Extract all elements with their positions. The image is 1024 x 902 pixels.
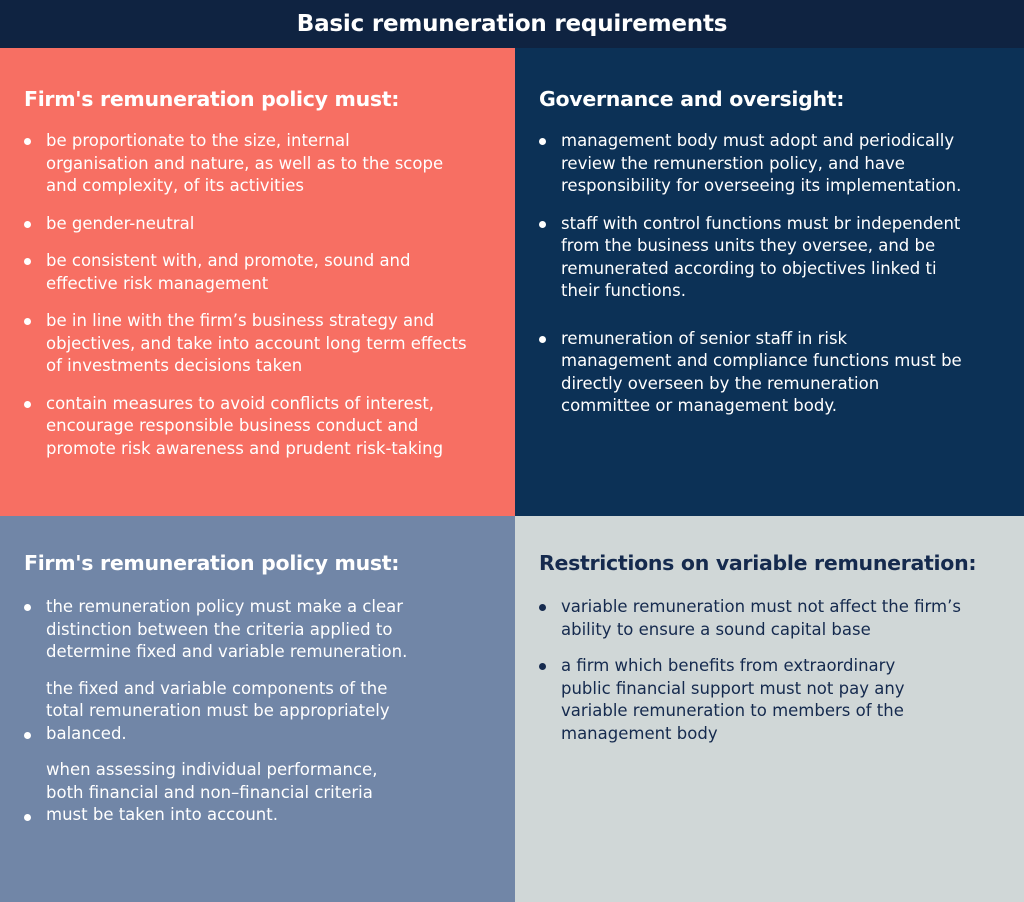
list-item [539,596,1024,641]
item-line: remunerated according to objectives linked ti [561,258,937,278]
item-line: and complexity, of its activities [46,176,304,195]
list-item [24,130,515,198]
bullet-icon [24,604,31,611]
list-item [539,328,1024,418]
list-item [24,393,515,461]
item-line: be proportionate to the size, internal [46,131,350,150]
bullet-icon [24,138,31,145]
item-line: ability to ensure a sound capital base [561,619,871,639]
item-line: be in line with the firm’s business strategy and [46,311,435,330]
bullet-list [539,130,1024,418]
bullet-list [24,596,515,827]
panel-firm-policy-bottom [0,516,515,902]
bullet-icon [24,814,31,821]
list-item [24,596,515,664]
item-line: the remuneration policy must make a clear [46,597,404,616]
item-line: management body [561,723,718,743]
item-line: variable remuneration must not affect the firm’s [561,597,961,616]
item-line: balanced. [46,723,127,743]
item-line: encourage responsible business conduct and [46,416,419,435]
panel-title: Firm's remuneration policy must: [24,551,400,575]
item-line: responsibility for overseeing its implementation. [561,176,962,195]
list-item [24,250,515,295]
item-line: from the business units they oversee, and be [561,236,936,255]
panel-title: Restrictions on variable remuneration: [539,551,977,575]
item-line: variable remuneration to members of the [561,701,904,720]
item-line: management body must adopt and periodically [561,131,955,150]
bullet-icon [24,732,31,739]
bullet-icon [539,336,546,343]
page-title: Basic remuneration requirements [296,11,728,37]
panel-title: Governance and oversight: [539,87,845,111]
panel-title: Firm's remuneration policy must: [24,87,400,111]
panel-firm-policy-top [0,48,515,516]
item-line: be consistent with, and promote, sound and [46,251,411,270]
bullet-icon [24,401,31,408]
bullet-icon [539,604,546,611]
item-line: committee or management body. [561,396,837,415]
list-item [539,213,1024,303]
item-line: staff with control functions must br independent [561,213,961,233]
item-line: management and compliance functions must be [561,351,962,370]
panel-governance [515,48,1024,516]
item-line: remuneration of senior staff in risk [561,328,848,348]
bullet-icon [539,221,546,228]
bullet-icon [539,663,546,670]
item-line: directly overseen by the remuneration [561,373,880,393]
item-line: when assessing individual performance, [46,760,378,779]
list-item [24,678,515,746]
list-item [539,130,1024,198]
list-item [539,655,1024,745]
bullet-list [24,130,515,460]
list-item [24,213,515,236]
item-line: contain measures to avoid conflicts of interest, [46,393,435,413]
item-line: effective risk management [46,273,269,293]
bullet-icon [539,138,546,145]
item-line: distinction between the criteria applied to [46,619,393,639]
item-line: be gender-neutral [46,213,195,233]
bullet-icon [24,221,31,228]
item-line: the fixed and variable components of the [46,678,388,698]
item-line: objectives, and take into account long term effects [46,333,467,353]
bullet-icon [24,258,31,265]
item-line: review the remunerstion policy, and have [561,153,905,173]
item-line: total remuneration must be appropriately [46,701,390,720]
item-line: organisation and nature, as well as to the scope [46,153,444,173]
item-line: determine fixed and variable remuneration. [46,642,408,661]
list-item [24,310,515,378]
list-item [24,759,515,827]
header-bar [0,0,1024,48]
item-line: of investments decisions taken [46,356,303,375]
item-line: public financial support must not pay any [561,678,905,698]
item-line: their functions. [561,281,686,300]
bullet-list [539,596,1024,745]
item-line: promote risk awareness and prudent risk-taking [46,438,444,458]
panel-restrictions [515,516,1024,902]
item-line: a firm which benefits from extraordinary [561,656,896,675]
item-line: must be taken into account. [46,805,278,824]
bullet-icon [24,318,31,325]
item-line: both financial and non–financial criteria [46,782,373,802]
